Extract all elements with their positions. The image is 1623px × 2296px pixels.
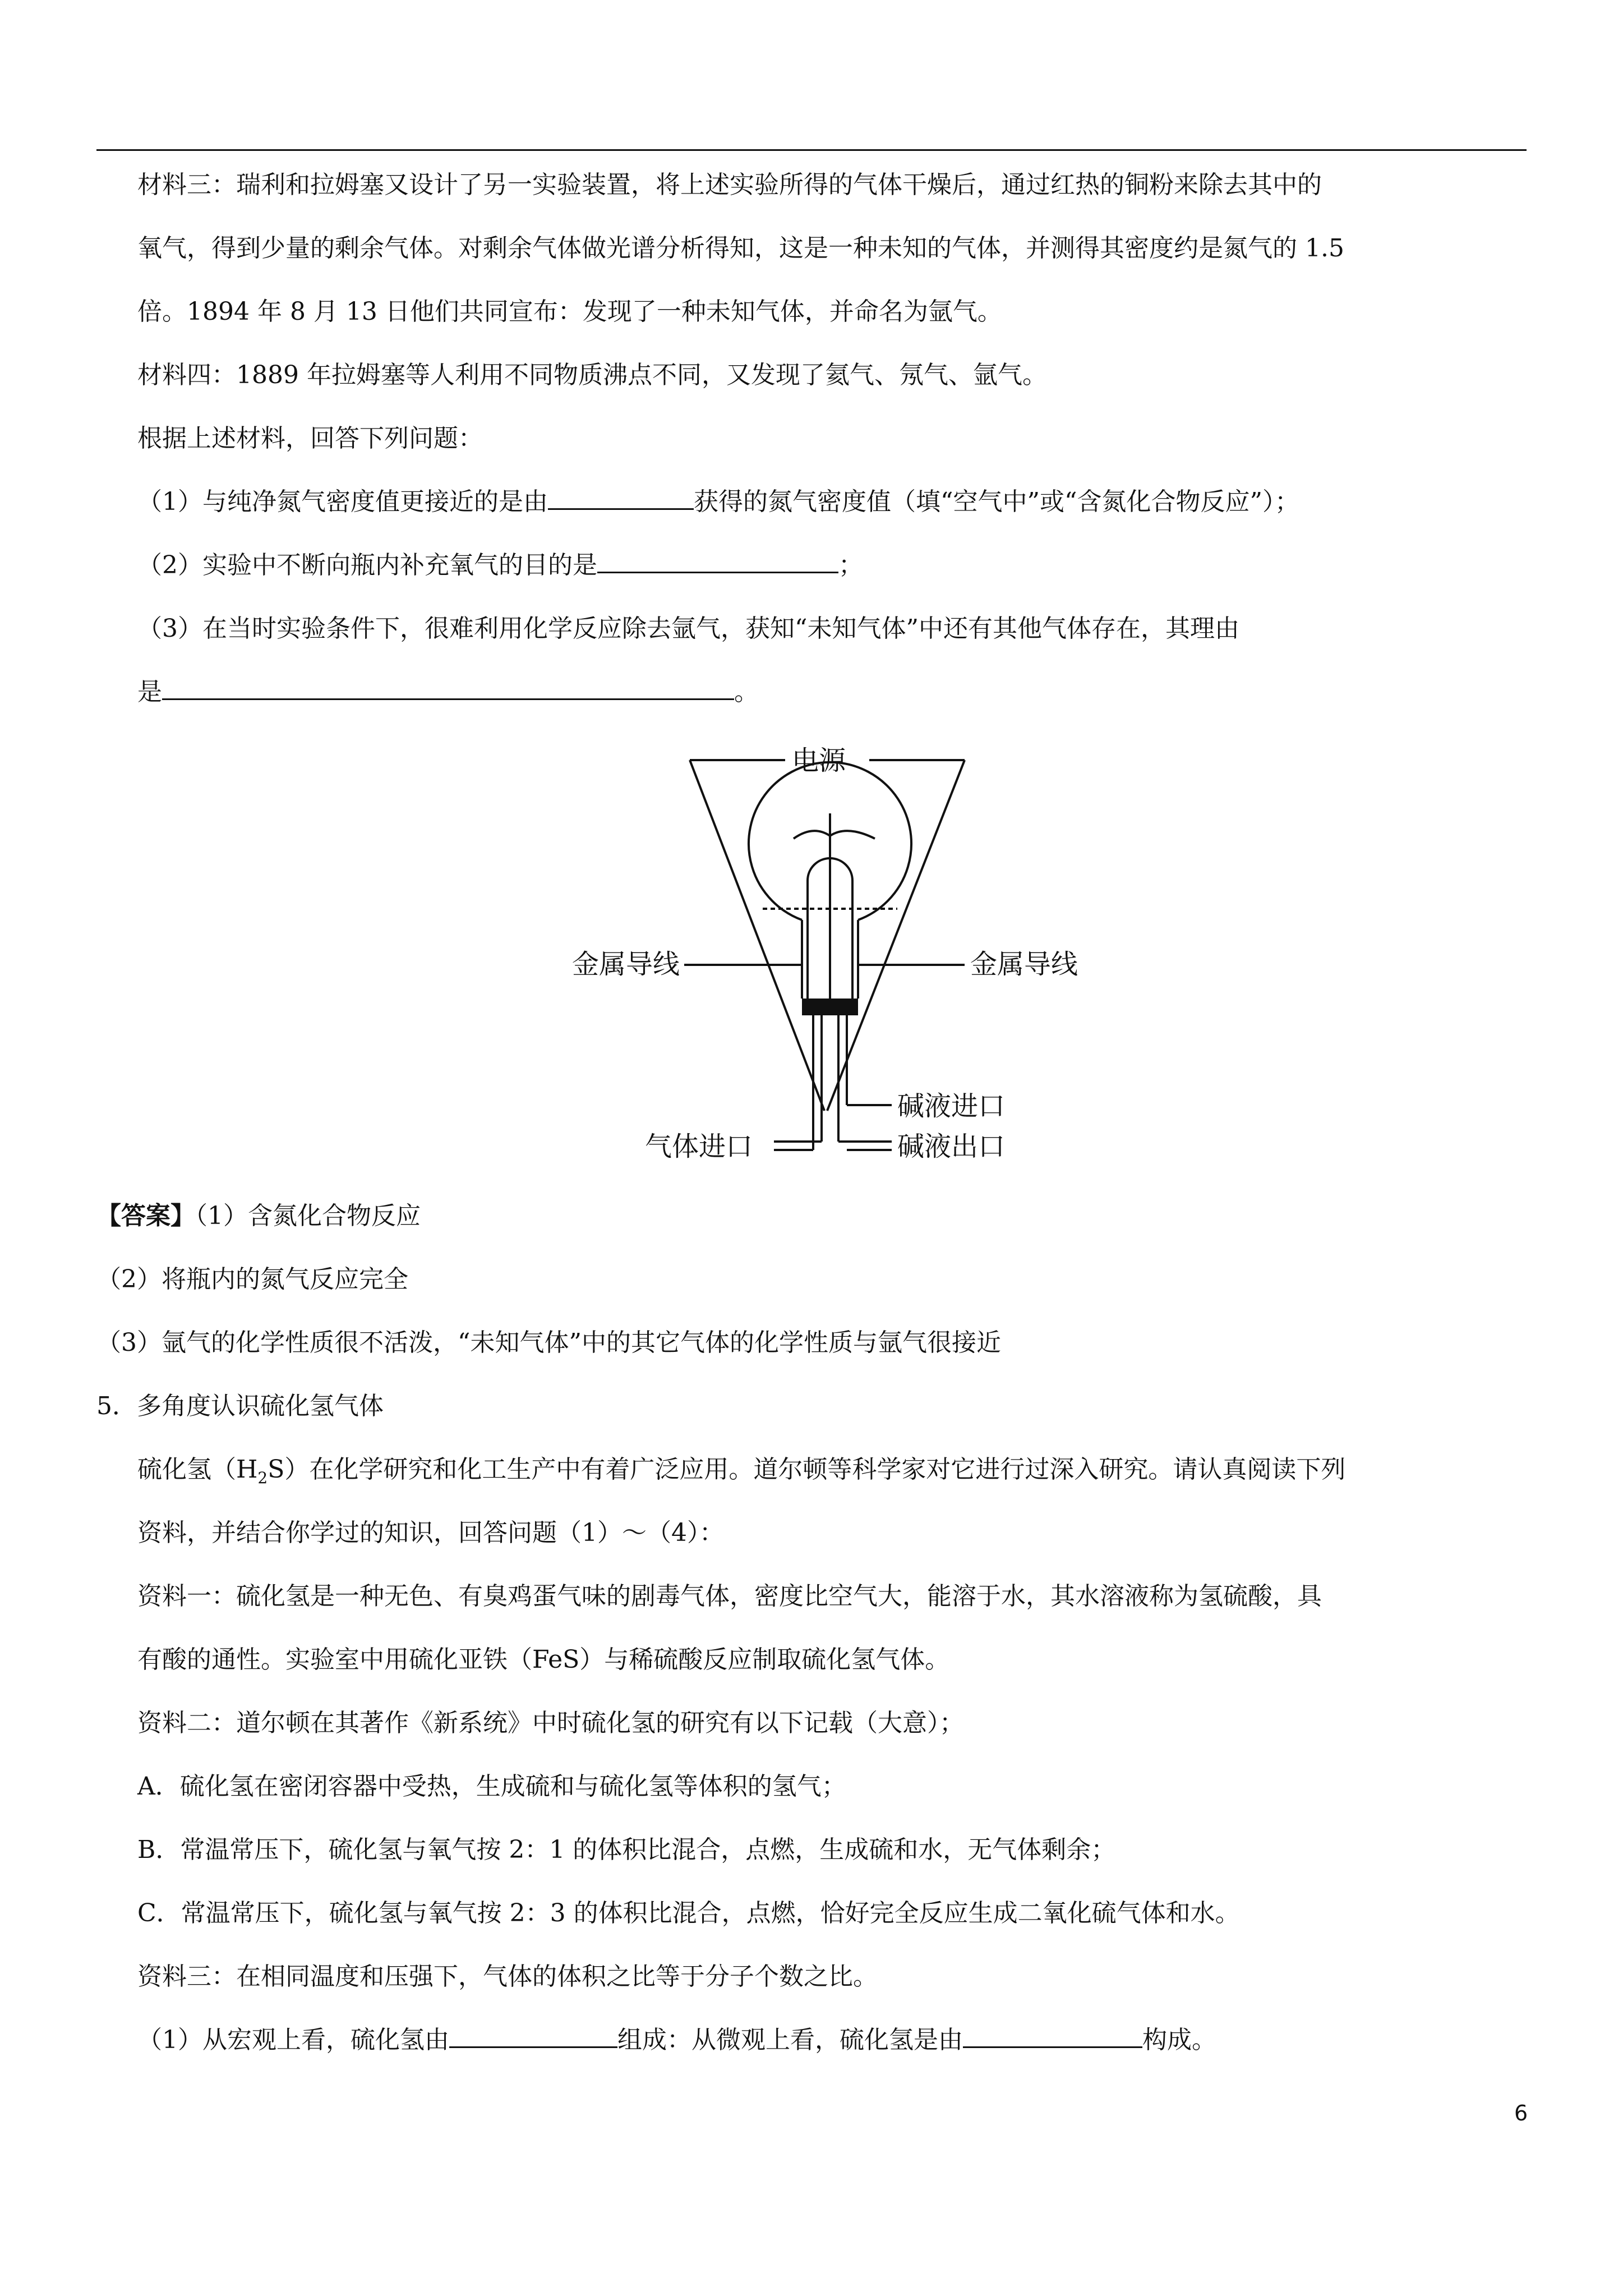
question-1-suffix: 获得的氮气密度值（填“空气中”或“含氮化合物反应”）； bbox=[694, 487, 1299, 516]
answer-blank-3[interactable] bbox=[162, 676, 734, 700]
question-1 bbox=[137, 485, 1299, 519]
gas-inlet-pipe bbox=[774, 1142, 822, 1150]
answer-blank-2[interactable] bbox=[597, 549, 838, 573]
question-3-prefix: 是 bbox=[137, 678, 162, 706]
triangle-left-side bbox=[690, 760, 824, 1111]
answer-2: （2）将瓶内的氮气反应完全 bbox=[96, 1265, 408, 1294]
label-wire-right: 金属导线 bbox=[970, 949, 1078, 980]
question-2 bbox=[137, 549, 863, 582]
material3-line1: 材料三：瑞利和拉姆塞又设计了另一实验装置，将上述实验所得的气体干燥后，通过红热的铜粉来除去其中的 bbox=[137, 171, 1322, 199]
q5-intro-line1 bbox=[137, 1453, 1345, 1495]
question-3-suffix: 。 bbox=[734, 678, 759, 706]
sub-question-1-suffix: 构成。 bbox=[1142, 2026, 1216, 2054]
sub-question-1 bbox=[137, 2023, 1216, 2057]
material3-line2: 氧气，得到少量的剩余气体。对剩余气体做光谱分析得知，这是一种未知的气体，并测得其密度约是氮气的 1.5 bbox=[137, 234, 1344, 263]
label-gas-in: 气体进口 bbox=[645, 1131, 753, 1162]
subscript-2: 2 bbox=[257, 1468, 268, 1487]
answer-1: （1）含氮化合物反应 bbox=[195, 1202, 421, 1230]
question-1-text: （1）与纯净氮气密度值更接近的是由 bbox=[137, 487, 548, 516]
resource1-line1: 资料一：硫化氢是一种无色、有臭鸡蛋气味的剧毒气体，密度比空气大，能溶于水，其水溶液称为氢硫酸，具 bbox=[137, 1582, 1322, 1611]
sub-question-1-text: （1）从宏观上看，硫化氢由 bbox=[137, 2026, 449, 2054]
label-wire-left: 金属导线 bbox=[572, 949, 680, 980]
resource2: 资料二：道尔顿在其著作《新系统》中时硫化氢的研究有以下记载（大意）； bbox=[137, 1709, 964, 1737]
stopper bbox=[802, 999, 858, 1015]
label-alkali-in: 碱液进口 bbox=[897, 1091, 1006, 1122]
question-2-suffix: ； bbox=[838, 551, 863, 579]
answer-blank-5-1b[interactable] bbox=[963, 2024, 1142, 2048]
spark-wisp bbox=[794, 831, 875, 839]
resource1-line2: 有酸的通性。实验室中用硫化亚铁（FeS）与稀硫酸反应制取硫化氢气体。 bbox=[137, 1645, 950, 1674]
question-2-text: （2）实验中不断向瓶内补充氧气的目的是 bbox=[137, 551, 597, 579]
intro-text-b: S）在化学研究和化工生产中有着广泛应用。道尔顿等科学家对它进行过深入研究。请认真阅读下列 bbox=[268, 1455, 1346, 1484]
answer-blank-1[interactable] bbox=[548, 486, 694, 510]
sub-question-1-mid: 组成：从微观上看，硫化氢是由 bbox=[617, 2026, 963, 2054]
answer-3: （3）氩气的化学性质很不活泼，“未知气体”中的其它气体的化学性质与氩气很接近 bbox=[96, 1328, 1001, 1357]
item-b: B．常温常压下，硫化氢与氧气按 2：1 的体积比混合，点燃，生成硫和水，无气体剩余； bbox=[137, 1835, 1116, 1864]
answer-line1 bbox=[96, 1199, 421, 1233]
material3-line3: 倍。1894 年 8 月 13 日他们共同宣布：发现了一种未知气体，并命名为氩气。 bbox=[137, 297, 1002, 326]
item-a: A．硫化氢在密闭容器中受热，生成硫和与硫化氢等体积的氢气； bbox=[137, 1772, 846, 1801]
intro-text-a: 硫化氢（H bbox=[137, 1455, 258, 1484]
q5-title: 5．多角度认识硫化氢气体 bbox=[96, 1392, 384, 1420]
instruction: 根据上述材料，回答下列问题： bbox=[137, 424, 483, 453]
alkali-outlet-pipe bbox=[838, 1142, 892, 1150]
resource3: 资料三：在相同温度和压强下，气体的体积之比等于分子个数之比。 bbox=[137, 1962, 878, 1991]
answer-blank-5-1a[interactable] bbox=[449, 2024, 617, 2048]
q5-intro-line2: 资料，并结合你学过的知识，回答问题（1）～（4）： bbox=[137, 1519, 724, 1547]
header-rule bbox=[96, 149, 1527, 151]
label-power: 电源 bbox=[792, 745, 846, 776]
apparatus-diagram bbox=[561, 740, 1094, 1189]
item-c: C．常温常压下，硫化氢与氧气按 2：3 的体积比混合，点燃，恰好完全反应生成二氧化硫气体和水。 bbox=[137, 1899, 1240, 1927]
question-3-line1: （3）在当时实验条件下，很难利用化学反应除去氩气，获知“未知气体”中还有其他气体存在，其理由 bbox=[137, 614, 1239, 643]
label-alkali-out: 碱液出口 bbox=[897, 1131, 1006, 1162]
material4: 材料四：1889 年拉姆塞等人利用不同物质沸点不同，又发现了氦气、氖气、氩气。 bbox=[137, 361, 1047, 389]
question-3-line2 bbox=[137, 675, 759, 709]
page-number: 6 bbox=[1514, 2101, 1528, 2125]
answer-label: 【答案】 bbox=[96, 1202, 195, 1230]
